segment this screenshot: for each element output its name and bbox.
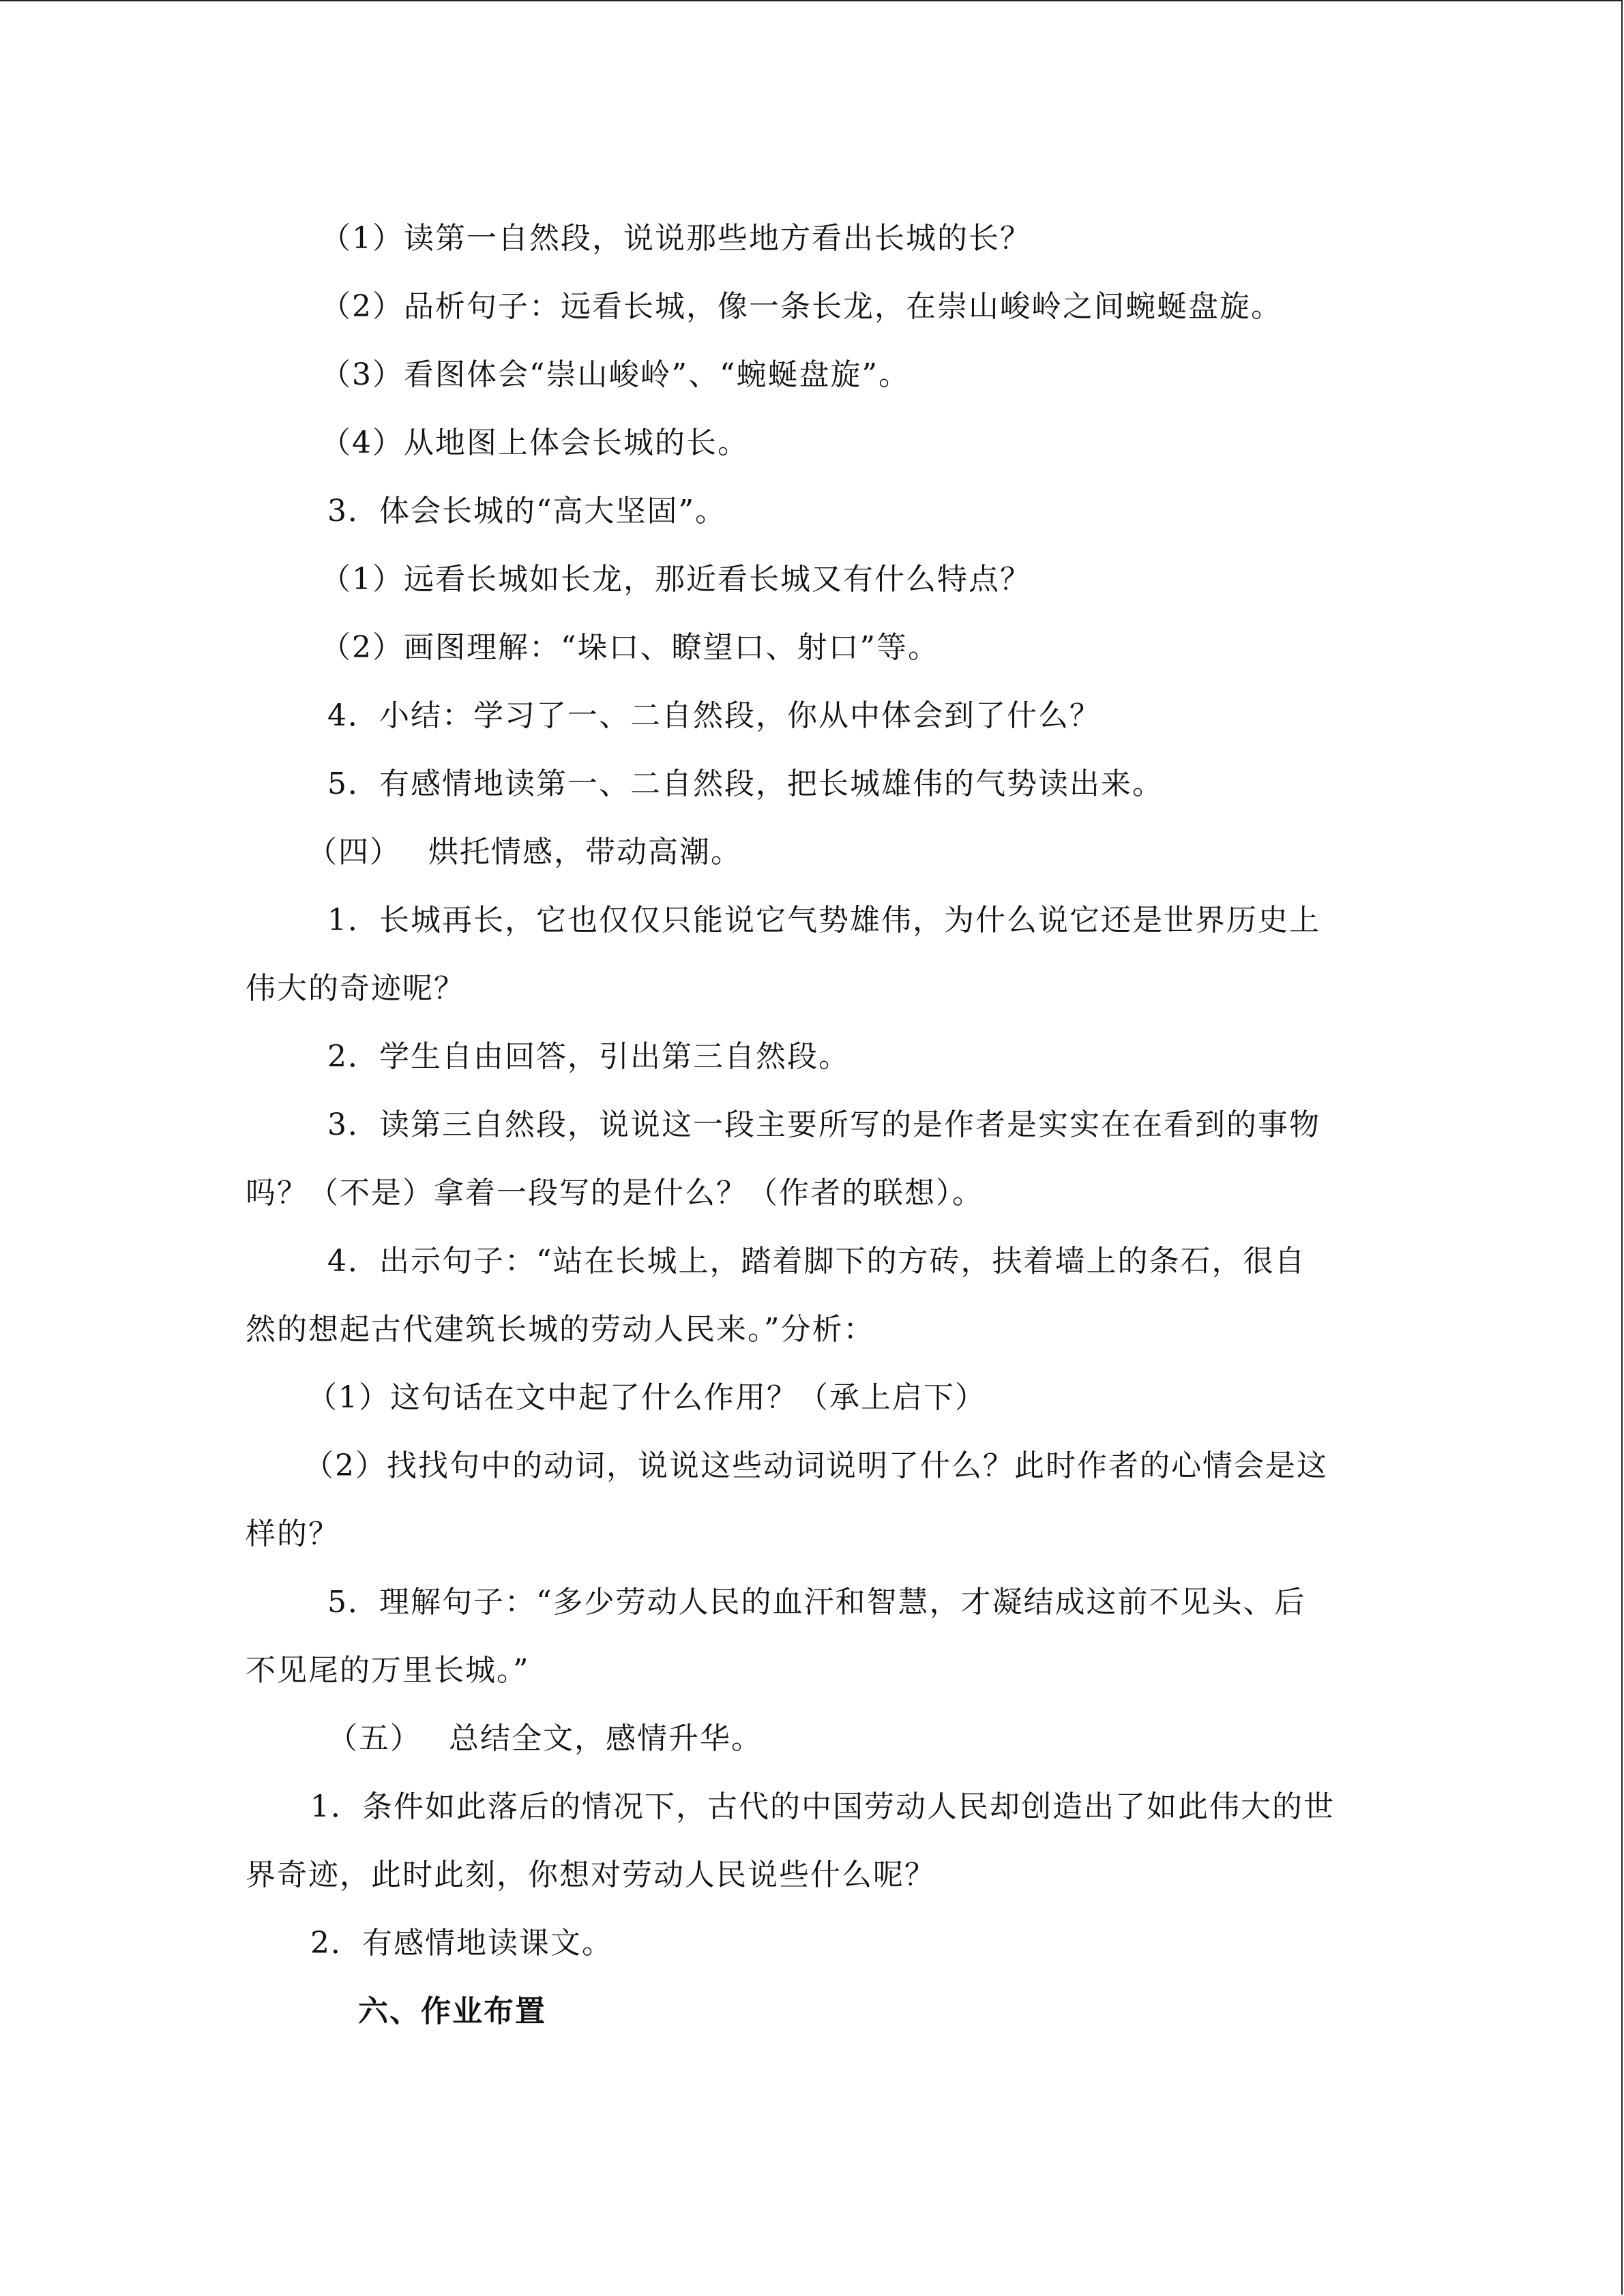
text-line: 5．有感情地读第一、二自然段，把长城雄伟的气势读出来。: [327, 766, 1164, 801]
text-line: 5．理解句子：“多少劳动人民的血汗和智慧，才凝结成这前不见头、后: [327, 1585, 1306, 1620]
text-line: 3．体会长城的“高大坚固”。: [327, 494, 726, 528]
text-line: 界奇迹，此时此刻，你想对劳动人民说些什么呢？: [246, 1858, 936, 1892]
section-heading: （四） 烘托情感，带动高潮。: [307, 835, 742, 869]
text-line: 2．有感情地读课文。: [310, 1926, 613, 1960]
text-line: （2）找找句中的动词，说说这些动词说明了什么？此时作者的心情会是这: [304, 1448, 1328, 1483]
text-line: 样的？: [246, 1517, 340, 1551]
section-heading: 六、作业布置: [358, 1994, 546, 2029]
text-line: （1）读第一自然段，说说那些地方看出长城的长？: [321, 221, 1031, 256]
text-line: 2．学生自由回答，引出第三自然段。: [327, 1039, 850, 1074]
text-line: 3．读第三自然段，说说这一段主要所写的是作者是实实在在看到的事物: [327, 1107, 1320, 1142]
text-line: 不见尾的万里长城。”: [246, 1653, 530, 1688]
text-line: 1．条件如此落后的情况下，古代的中国劳动人民却创造出了如此伟大的世: [310, 1789, 1335, 1824]
text-line: 然的想起古代建筑长城的劳动人民来。”分析：: [246, 1312, 875, 1347]
text-line: 4．出示句子：“站在长城上，踏着脚下的方砖，扶着墙上的条石，很自: [327, 1244, 1306, 1279]
text-line: 4．小结：学习了一、二自然段，你从中体会到了什么？: [327, 698, 1101, 733]
section-heading: （五） 总结全文，感情升华。: [327, 1721, 763, 1756]
text-line: 吗？（不是）拿着一段写的是什么？（作者的联想）。: [246, 1176, 984, 1210]
text-line: （1）这句话在文中起了什么作用？（承上启下）: [307, 1380, 986, 1415]
text-line: （2）品析句子：远看长城，像一条长龙，在崇山峻岭之间蜿蜒盘旋。: [321, 289, 1282, 324]
text-line: （2）画图理解：“垛口、瞭望口、射口”等。: [321, 630, 939, 665]
text-line: （1）远看长城如长龙，那近看长城又有什么特点？: [321, 562, 1031, 597]
text-line: （3）看图体会“崇山峻岭”、“蜿蜒盘旋”。: [321, 357, 910, 392]
text-line: 1．长城再长，它也仅仅只能说它气势雄伟，为什么说它还是世界历史上: [327, 903, 1320, 938]
text-line: 伟大的奇迹呢？: [246, 971, 465, 1006]
text-line: （4）从地图上体会长城的长。: [321, 426, 749, 460]
